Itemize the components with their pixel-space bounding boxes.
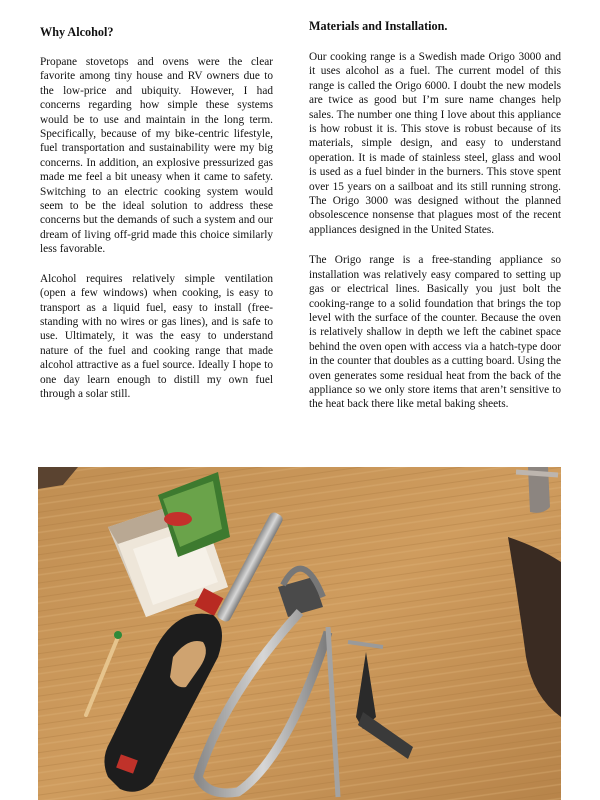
paragraph: Alcohol requires relatively simple ventilation (open a few windows) when cooking, is easy to transport as a liquid fuel, easy to install (free-standing with no wires or gas lines), and is safe to use. Ultimately, it was the easy to understand nature of the fuel and cooking range that made alcohol attractive as a fuel source. Ideally I hope to one day learn enough to distill my own fuel through a solar still. bbox=[40, 272, 273, 400]
section-heading-materials: Materials and Installation. bbox=[309, 19, 448, 33]
right-column bbox=[309, 18, 561, 412]
paragraph: The Origo range is a free-standing appliance so installation was relatively easy compared to setting up gas or electrical lines. Basically you just bolt the cooking-range to a solid foundation that brings the top level with the surface of the counter. Because the oven is relatively shallow in depth we left the cabinet space behind the oven open with access via a hatch-type door in the counter that doubles as a cutting board. Using the oven generates some residual heat from the back of the appliance so we only store items that aren’t sensitive to the heat back there like metal baking sheets. bbox=[309, 254, 561, 411]
photo-stove-tools bbox=[38, 467, 561, 800]
left-column bbox=[40, 18, 273, 401]
paragraph: Propane stovetops and ovens were the clear favorite among tiny house and RV owners due to the low-price and ubiquity. However, I had concerns regarding how simple these systems would be to use and maintain in the long term. Specifically, because of my bike-centric lifestyle, fuel transportation and sustainability were my big concerns. In addition, an explosive pressurized gas made me feel a bit uneasy when it came to safety. Switching to an electric cooking system would seem to be the ideal solution to address these concerns but the demands of such a system and our dream of living off-grid made this choice similarly less favorable. bbox=[40, 56, 273, 256]
section-heading-why-alcohol: Why Alcohol? bbox=[40, 25, 114, 39]
paragraph: Our cooking range is a Swedish made Origo 3000 and it uses alcohol as a fuel. The current model of this range is called the Origo 6000. I doubt the new models are twice as good but I’m sure name changes help sales. The number one thing I love about this appliance is how robust it is. This stove is robust because of its materials, simple design, and easy to understand operation. It is made of stainless steel, glass and wool is used as a fuel binder in the burners. This stove spent over 15 years on a sailboat and its still running strong. The Origo 3000 was designed without the planned obsolescence nonsense that plagues most of the recent appliances designed in the United States. bbox=[309, 51, 561, 236]
